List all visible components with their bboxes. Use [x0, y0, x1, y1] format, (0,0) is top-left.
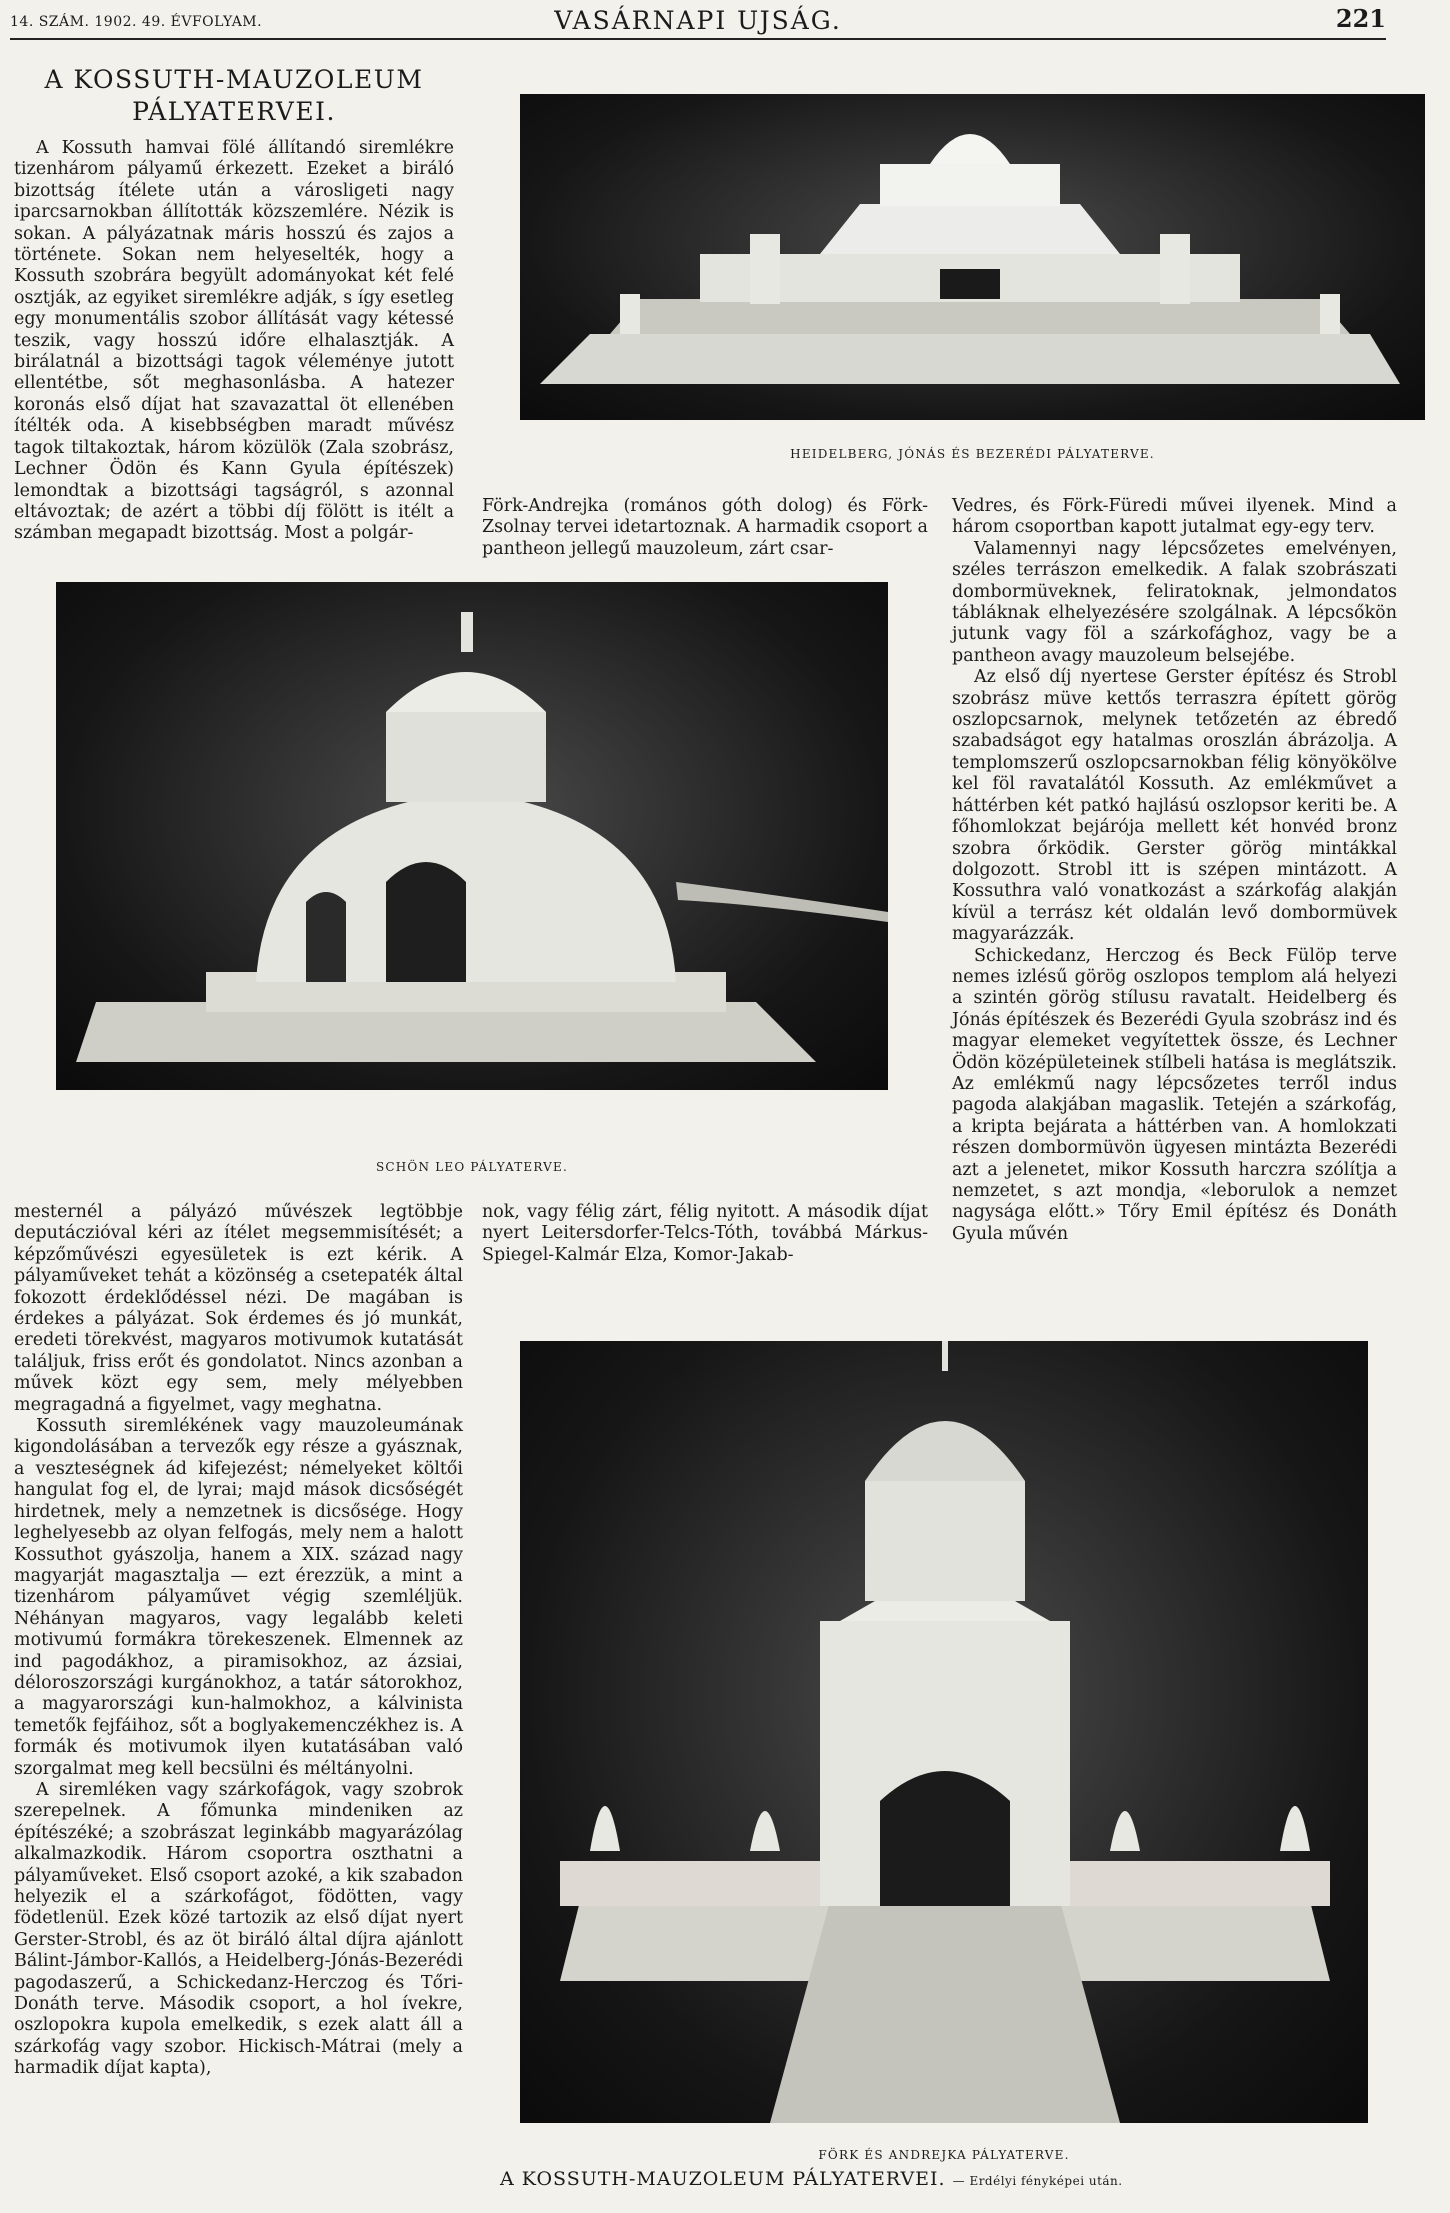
column-2-top [482, 496, 928, 560]
caption-fork: FÖRK ÉS ANDREJKA PÁLYATERVE. [818, 2148, 1070, 2162]
photo-fork-andrejka-design [520, 1341, 1368, 2123]
photo-schon-design [56, 582, 888, 1090]
paragraph: nok, vagy félig zárt, félig nyitott. A második díjat nyert Leitersdorfer-Telcs-Tóth, továbbá Márkus-Spiegel-Kalmár Elza, Komor-Jakab- [482, 1202, 928, 1265]
paragraph: Förk-Andrejka (romános góth dolog) és Förk-Zsolnay tervei idetartoznak. A harmadik csoport a pantheon jellegű mauzoleum, zárt csar- [482, 496, 928, 559]
figure-caption-title: A KOSSUTH-MAUZOLEUM PÁLYATERVEI. [500, 2168, 946, 2190]
column-1-top [14, 138, 454, 545]
paragraph: mesternél a pályázó művészek legtöbbje deputáczióval kéri az ítélet megsemmisítését; a képzőművészi egyesületek is ezt kérik. A pályaműveket tehát a közönség a csetepaték által fokozott érdeklődéssel nézi. De magában is érdekes a pályázat. Sok érdemes és jó munkát, eredeti törekvést, magyaros motivumok kutatását találjuk, friss erőt és gondolatot. Nincs azonban a művek közt egy sem, mely mélyebben megragadná a figyelmet, vagy meghatna. [14, 1202, 463, 1415]
photo-heidelberg-design [520, 94, 1425, 420]
article-title: A KOSSUTH-MAUZOLEUM PÁLYATERVEI. [44, 65, 424, 126]
paragraph: Valamennyi nagy lépcsőzetes emelvényen, széles terrászon emelkedik. A falak szobrászati dombormüveknek, feliratoknak, jelmondatos tábláknak elhelyezésére szolgálnak. A lépcsőkön jutunk vagy föl a szárkofághoz, vagy be a pantheon avagy mauzoleum belsejébe. [952, 538, 1397, 666]
caption-heidelberg: HEIDELBERG, JÓNÁS ÉS BEZERÉDI PÁLYATERVE. [790, 447, 1155, 461]
paragraph: Kossuth siremlékének vagy mauzoleumának kigondolásában a tervezők egy része a gyásznak, a veszteségnek ád kifejezést; némelyeket költői hangulat fog el, de lyrai; majd mások dicsőségét hirdetnek, mely a nemzetnek is dicsősége. Hogy leghelyesebb az olyan felfogás, mely nem a halott Kossuthot gyászolja, hanem a XIX. század nagy magyarját magasztalja — ezt érezzük, a mint a tizenhárom pályaművet végig szemléljük. Néhányan magyaros, vagy legalább keleti motivumú formákra törekeszenek. Elmennek az ind pagodákhoz, a piramisokhoz, az ázsiai, déloroszországi kurgánokhoz, a tatár sátorokhoz, a magyarországi kun-halmokhoz, a kálvinista temetők fejfáihoz, sőt a boglyakemenczékhez is. A formák és motivumok ilyen kutatásában való szorgalmat meg kell becsülni és méltányolni. [14, 1416, 463, 1779]
newspaper-name: VASÁRNAPI UJSÁG. [554, 6, 842, 35]
caption-schon: SCHÖN LEO PÁLYATERVE. [375, 1160, 569, 1174]
column-1-bottom [14, 1202, 463, 2080]
paragraph: Az első díj nyertese Gerster építész és Strobl szobrász müve kettős terraszra épített görög oszlopcsarnok, melynek tetőzetén az ébredő szabadságot egy hatalmas oroszlán ábrázolja. A templomszerű oszlopcsarnokban félig könyökölve kel föl ravatalától Kossuth. Az emlékművet a háttérben két patkó hajlású oszlopsor keriti be. A főhomlokzat bejárója mellett két honvéd bronz szobra őrködik. Gerster görög mintákkal dolgozott. Strobl itt is szépen mintázott. A Kossuthra való vonatkozást a szárkofág alakján kívül a terrász két oldalán levő dombormüvek magyarázzák. [952, 667, 1397, 945]
figure-caption-credit: — Erdélyi fényképei után. [952, 2174, 1123, 2188]
page-header [10, 2, 1386, 40]
paragraph: Vedres, és Förk-Füredi művei ilyenek. Mind a három csoportban kapott jutalmat egy-egy terv. [952, 496, 1397, 538]
paragraph: Schickedanz, Herczog és Beck Fülöp terve nemes izlésű görög oszlopos templom alá helyezi a szintén görög stílusu ravatalt. Heidelberg és Jónás építészek és Bezerédi Gyula szobrász ind és magyar elemeket vegyítettek össze, és Lechner Ödön középületeinek stílbeli hatása is meglátszik. Az emlékmű nagy lépcsőzetes terről indus pagoda alakjában magaslik. Tetején a szárkofág, a kripta bejárata a háttérben van. A homlokzati részen dombormüvön ügyesen mintázta Bezerédi azt a jelenetet, mikor Kossuth harczra szólítja a nemzetet, s azt mondja, «leborulok a nemzet nagysága előtt.» Tőry Emil építész és Donáth Gyula művén [952, 945, 1397, 1244]
paragraph: A Kossuth hamvai fölé állítandó siremlékre tizenhárom pályamű érkezett. Ezeket a biráló bizottság ítélete után a városligeti nagy iparcsarnokban állították közszemlére. Nézik is sokan. A pályázatnak máris hosszú és zajos a története. Sokan nem helyeselték, hogy a Kossuth szobrára begyült adományokat két felé osztják, az egyiket siremlékre adják, s így esetleg egy monumentális szobor állítását vagy kétessé teszik, vagy hosszú időre elhalasztják. A birálatnál a bizottsági tagok véleménye jutott ellentétbe, sőt meghasonlásba. A hatezer koronás első díjat hat szavazattal öt ellenében ítélték oda. A kisebbségben maradt művész tagok tiltakoztak, három közülök (Zala szobrász, Lechner Ödön és Kann Gyula építészek) lemondtak a bizottsági tagságról, s azonnal eltávoztak; de azért a többi díj fölött is itélt a számban megapadt bizottság. Most a polgár- [14, 138, 454, 544]
issue-info: 14. SZÁM. 1902. 49. ÉVFOLYAM. [10, 14, 263, 30]
page-number: 221 [1335, 4, 1386, 33]
column-2-mid [482, 1202, 928, 1266]
paragraph: A siremléken vagy szárkofágok, vagy szobrok szerepelnek. A főmunka mindeniken az építészéké; a szobrászat leginkább magyarázólag alkalmazkodik. Három csoportra oszthatni a pályaműveket. Első csoport azoké, a kik szabadon helyezik el a szárkofágot, födötten, vagy födetlenül. Ezek közé tartozik az első díjat nyert Gerster-Strobl, és az öt biráló által díjra ajánlott Bálint-Jámbor-Kallós, a Heidelberg-Jónás-Bezerédi pagodaszerű, a Schickedanz-Herczog és Tőri-Donáth terve. Második csoport, a hol ívekre, oszlopokra kupola emelkedik, s ezek alatt áll a szárkofág vagy szobor. Hickisch-Mátrai (mely a harmadik díjat kapta), [14, 1779, 463, 2079]
figure-caption [500, 2168, 1430, 2190]
column-3 [952, 496, 1397, 1245]
